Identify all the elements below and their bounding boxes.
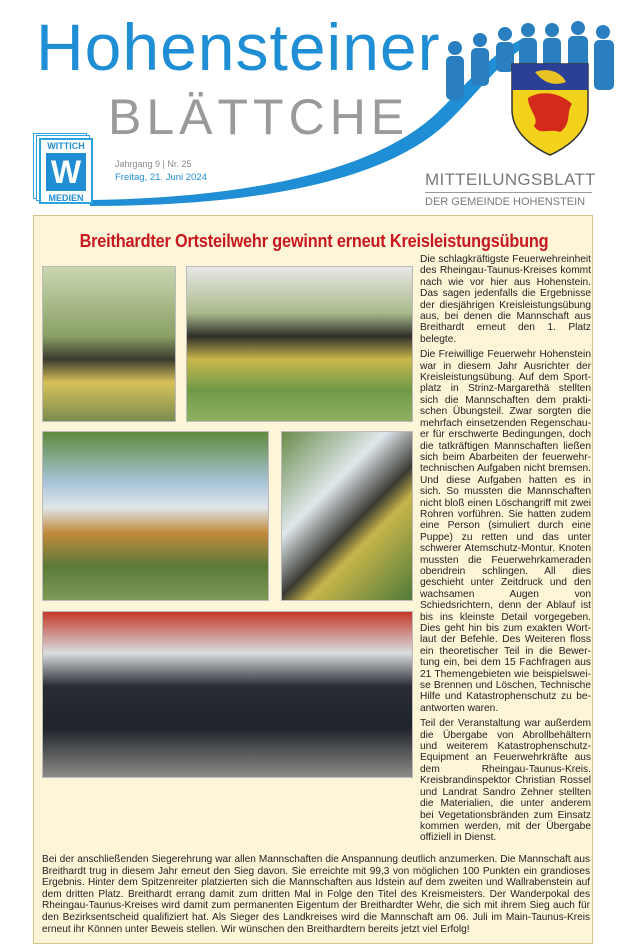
issue-date: Freitag, 21. Juni 2024	[115, 172, 207, 183]
photo-firefighters-equipment	[186, 266, 413, 422]
wittich-medien-logo	[33, 133, 93, 203]
coat-of-arms-icon	[512, 64, 588, 155]
gazette-subtitle: DER GEMEINDE HOHENSTEIN	[425, 196, 586, 208]
photo-firefighters-kneeling	[42, 266, 176, 422]
issue-volume: Jahrgang 9 | Nr. 25	[115, 159, 192, 169]
photo-ladder-water-spray	[42, 431, 269, 601]
divider	[425, 192, 592, 193]
logo-mark: W	[46, 153, 86, 191]
logo-bottom-text: MEDIEN	[48, 193, 84, 203]
paragraph: Teil der Veranstaltung war außerdem die Übergabe von Abrollbehältern und weiterem Katastrophenschutz-Equipment an Feuerwehrkräfte aus dem Rheingau-Taunus-Kreis. Kreisbrandinspektor Christian Rossel und Landrat Sandro Zehner stellten die Materialien, die unter anderem bei Vegetationsbränden zum Einsatz kommen werden, mit der Übergabe offiziell in Dienst.	[420, 718, 591, 844]
paragraph: Die schlagkräftigste Feuerwehreinheit des Rheingau-Taunus-Kreises kommt nach wie vor hier aus Hohenstein. Das sagen jedenfalls die Ergebnisse der diesjährigen Kreisleistungsübung aus, bei denen die Mannschaft aus Breithardt erneut den 1. Platz belegte.	[420, 254, 591, 345]
article-body-column	[420, 254, 591, 848]
article-box	[33, 215, 593, 944]
masthead-title: Hohensteiner	[36, 10, 441, 84]
article-headline: Breithardter Ortsteilwehr gewinnt erneut Kreisleistungsübung	[79, 230, 549, 251]
logo-top-text: WITTICH	[47, 141, 85, 151]
photo-hose-spray	[281, 431, 413, 601]
masthead-subtitle: BLÄTTCHE	[108, 89, 410, 145]
article-closing-paragraph: Bei der anschließenden Siegerehrung war allen Mannschaften die Anspannung deutlich anzumerken. Die Mannschaft aus Breithardt trug in diesem Jahr erneut den Sieg davon. Sie erreichte mit 99,3 von möglichen 100 Punkten ein grandioses Ergebnis. Hinter dem Spitzenreiter platzierten sich die Mannschaften aus Idstein auf dem zweiten und Wallrabenstein auf dem dritten Platz. Breithardt errang damit zum dritten Mal in Folge den Titel des Kreismeisters. Der Wanderpokal des Rheingau-Taunus-Kreises wird damit zum permanenten Eigentum der Breithardter Wehr, die sich mit ihrem Sieg auch für den Bezirksentscheid qualifiziert hat. Als Sieger des Landkreises wird die Mannschaft am 06. Juli im Main-Taunus-Kreis erneut ihr Können unter Beweis stellen. Wir wünschen den Breithardtern bereits jetzt viel Erfolg!	[42, 854, 590, 935]
paragraph: Die Freiwillige Feuerwehr Hohenstein war in diesem Jahr Ausrichter der Kreisleistungsübung. Auf dem Sportplatz in Strinz-Margarethä stellten sich die Mannschaften dem praktischen Übungsteil. Zwar sorgten die mehrfach einsetzenden Regenschauer für erschwerte Bedingungen, doch die tatkräftigen Mannschaften ließen sich beim Abarbeiten der feuerwehrtechnischen Aufgaben nicht bremsen. Und diese Aufgaben hatten es in sich. So mussten die Mannschaften nicht bloß einen Löschangriff mit zwei Rohren vorführen. Sie hatten zudem eine Person (simuliert durch eine Puppe) zu retten und das unter schwerer Atemschutz-Montur. Knoten mussten die Feuerwehrkameraden obendrein schlingen. All dies geschieht unter Zeitdruck und den wachsamen Augen von Schiedsrichtern, denn der Ablauf ist bis ins kleinste Detail vorgegeben. Dies geht hin bis zum exakten Wortlaut der Befehle. Des Weiteren floss ein theoretischer Teil in die Bewertung ein, bei dem 15 Fachfragen aus 21 Themengebieten wie beispielsweise Brennen und Löschen, Technische Hilfe und Katastrophenschutz zu beantworten waren.	[420, 349, 591, 714]
photo-team-group	[42, 611, 413, 778]
gazette-title: MITTEILUNGSBLATT	[425, 170, 596, 189]
